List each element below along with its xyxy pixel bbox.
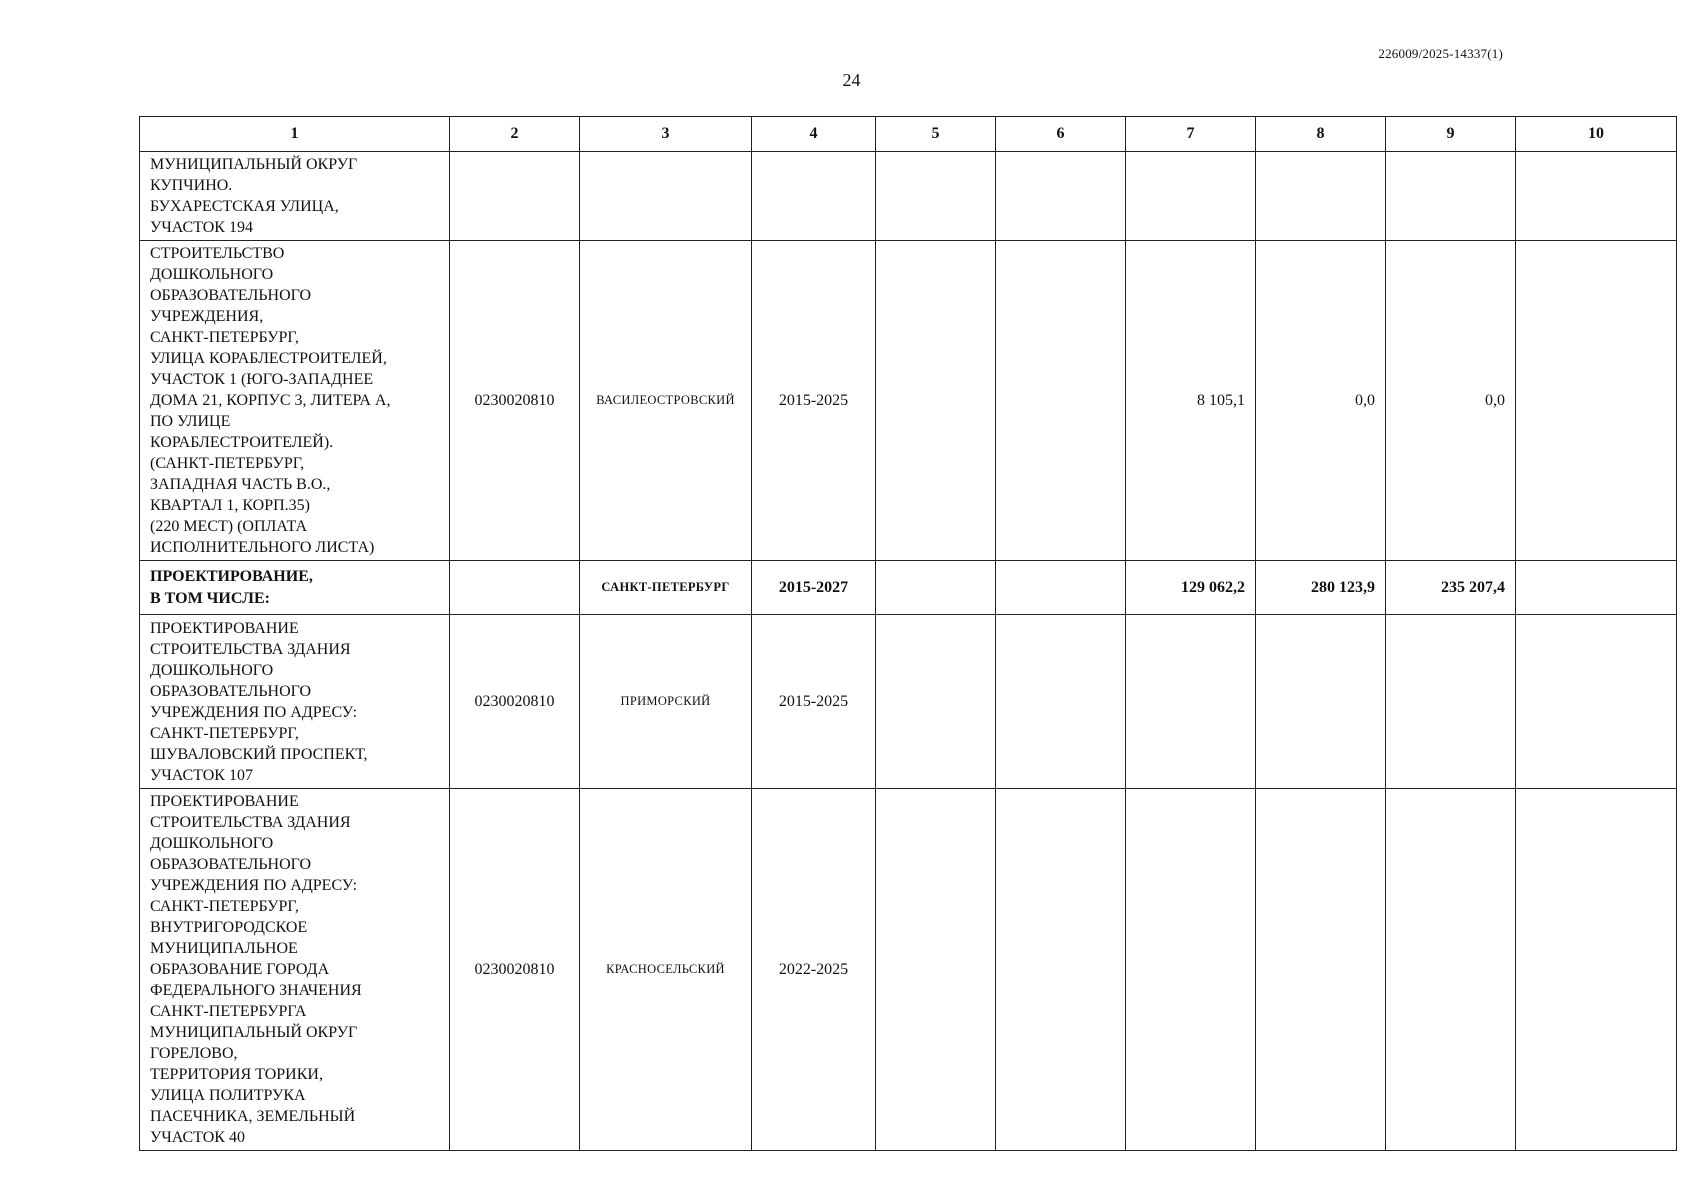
row-col-7: 129 062,2 bbox=[1126, 561, 1256, 615]
row-col-8 bbox=[1256, 152, 1386, 241]
row-name: МУНИЦИПАЛЬНЫЙ ОКРУГ КУПЧИНО. БУХАРЕСТСКАЯ УЛИЦА, УЧАСТОК 194 bbox=[140, 152, 450, 241]
row-name: СТРОИТЕЛЬСТВО ДОШКОЛЬНОГО ОБРАЗОВАТЕЛЬНОГО УЧРЕЖДЕНИЯ, САНКТ-ПЕТЕРБУРГ, УЛИЦА КОРАБЛЕСТРОИТЕЛЕЙ, УЧАСТОК 1 (ЮГО-ЗАПАДНЕЕ ДОМА 21, КОРПУС 3, ЛИТЕРА А, ПО УЛИЦЕ КОРАБЛЕСТРОИТЕЛЕЙ). (САНКТ-ПЕТЕРБУРГ, ЗАПАДНАЯ ЧАСТЬ В.О., КВАРТАЛ 1, КОРП.35) (220 МЕСТ) (ОПЛАТА ИСПОЛНИТЕЛЬНОГО ЛИСТА) bbox=[140, 241, 450, 561]
row-col-5 bbox=[876, 561, 996, 615]
row-col-9: 235 207,4 bbox=[1386, 561, 1516, 615]
row-period: 2015-2027 bbox=[752, 561, 876, 615]
column-header-8: 8 bbox=[1256, 117, 1386, 152]
table-row bbox=[140, 241, 1677, 561]
row-budget-code: 0230020810 bbox=[450, 241, 580, 561]
row-col-7: 8 105,1 bbox=[1126, 241, 1256, 561]
page-number: 24 bbox=[842, 70, 861, 90]
document-registration-number: 226009/2025-14337(1) bbox=[1378, 46, 1503, 61]
row-budget-code: 0230020810 bbox=[450, 789, 580, 1151]
row-district: САНКТ-ПЕТЕРБУРГ bbox=[580, 561, 752, 615]
row-col-9 bbox=[1386, 789, 1516, 1151]
row-budget-code bbox=[450, 561, 580, 615]
row-col-10 bbox=[1516, 241, 1677, 561]
column-header-6: 6 bbox=[996, 117, 1126, 152]
row-district bbox=[580, 152, 752, 241]
row-name: ПРОЕКТИРОВАНИЕ СТРОИТЕЛЬСТВА ЗДАНИЯ ДОШКОЛЬНОГО ОБРАЗОВАТЕЛЬНОГО УЧРЕЖДЕНИЯ ПО АДРЕСУ: САНКТ-ПЕТЕРБУРГ, ВНУТРИГОРОДСКОЕ МУНИЦИПАЛЬНОЕ ОБРАЗОВАНИЕ ГОРОДА ФЕДЕРАЛЬНОГО ЗНАЧЕНИЯ САНКТ-ПЕТЕРБУРГА МУНИЦИПАЛЬНЫЙ ОКРУГ ГОРЕЛОВО, ТЕРРИТОРИЯ ТОРИКИ, УЛИЦА ПОЛИТРУКА ПАСЕЧНИКА, ЗЕМЕЛЬНЫЙ УЧАСТОК 40 bbox=[140, 789, 450, 1151]
row-col-6 bbox=[996, 561, 1126, 615]
row-col-8: 280 123,9 bbox=[1256, 561, 1386, 615]
row-col-10 bbox=[1516, 615, 1677, 789]
table-row-subtotal bbox=[140, 561, 1677, 615]
row-col-5 bbox=[876, 789, 996, 1151]
table-row bbox=[140, 152, 1677, 241]
row-period: 2022-2025 bbox=[752, 789, 876, 1151]
row-period: 2015-2025 bbox=[752, 241, 876, 561]
row-col-10 bbox=[1516, 152, 1677, 241]
row-name: ПРОЕКТИРОВАНИЕ СТРОИТЕЛЬСТВА ЗДАНИЯ ДОШКОЛЬНОГО ОБРАЗОВАТЕЛЬНОГО УЧРЕЖДЕНИЯ ПО АДРЕСУ: САНКТ-ПЕТЕРБУРГ, ШУВАЛОВСКИЙ ПРОСПЕКТ, УЧАСТОК 107 bbox=[140, 615, 450, 789]
row-col-10 bbox=[1516, 561, 1677, 615]
column-header-2: 2 bbox=[450, 117, 580, 152]
row-col-6 bbox=[996, 615, 1126, 789]
row-col-9 bbox=[1386, 152, 1516, 241]
row-col-9 bbox=[1386, 615, 1516, 789]
row-col-7 bbox=[1126, 789, 1256, 1151]
row-col-5 bbox=[876, 241, 996, 561]
column-header-3: 3 bbox=[580, 117, 752, 152]
row-col-8 bbox=[1256, 789, 1386, 1151]
row-col-8: 0,0 bbox=[1256, 241, 1386, 561]
column-header-5: 5 bbox=[876, 117, 996, 152]
row-col-7 bbox=[1126, 615, 1256, 789]
column-header-7: 7 bbox=[1126, 117, 1256, 152]
row-col-5 bbox=[876, 615, 996, 789]
column-header-9: 9 bbox=[1386, 117, 1516, 152]
column-header-4: 4 bbox=[752, 117, 876, 152]
row-col-6 bbox=[996, 241, 1126, 561]
row-district: КРАСНОСЕЛЬСКИЙ bbox=[580, 789, 752, 1151]
row-period: 2015-2025 bbox=[752, 615, 876, 789]
table-row bbox=[140, 615, 1677, 789]
row-col-7 bbox=[1126, 152, 1256, 241]
row-col-6 bbox=[996, 152, 1126, 241]
row-col-5 bbox=[876, 152, 996, 241]
row-name: ПРОЕКТИРОВАНИЕ, В ТОМ ЧИСЛЕ: bbox=[140, 561, 450, 615]
row-col-9: 0,0 bbox=[1386, 241, 1516, 561]
row-district: ВАСИЛЕОСТРОВСКИЙ bbox=[580, 241, 752, 561]
row-budget-code: 0230020810 bbox=[450, 615, 580, 789]
row-period bbox=[752, 152, 876, 241]
row-col-6 bbox=[996, 789, 1126, 1151]
row-col-8 bbox=[1256, 615, 1386, 789]
column-header-1: 1 bbox=[140, 117, 450, 152]
row-district: ПРИМОРСКИЙ bbox=[580, 615, 752, 789]
table-row bbox=[140, 789, 1677, 1151]
column-header-10: 10 bbox=[1516, 117, 1677, 152]
table-header-row bbox=[140, 117, 1677, 152]
row-col-10 bbox=[1516, 789, 1677, 1151]
row-budget-code bbox=[450, 152, 580, 241]
budget-table bbox=[139, 116, 1677, 1151]
